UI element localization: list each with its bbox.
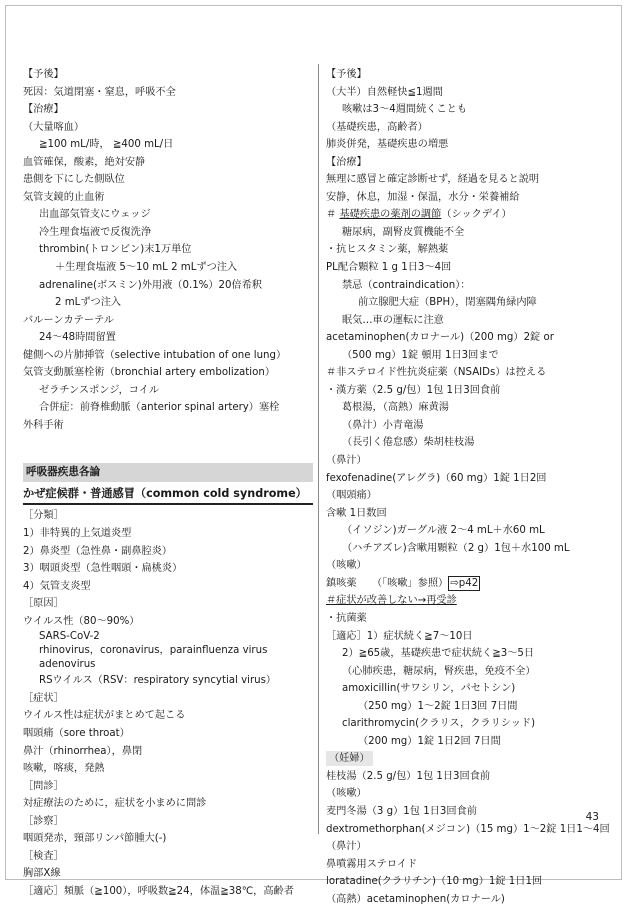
test-label: ［検査］ xyxy=(23,850,64,862)
pregnant-line xyxy=(326,750,606,768)
antitussive-text: 鎮咳薬 （「咳嗽」参照） xyxy=(326,577,449,589)
pregnant-nasal-label: （鼻汁） xyxy=(326,841,367,853)
virus-text: ウイルス性（80～90%） xyxy=(23,615,140,627)
pneumonia-text: 肺炎併発，基礎疾患の増悪 xyxy=(326,139,449,151)
bakumon-text: 麦門冬湯（3 g）1包 1日3回食前 xyxy=(326,805,477,817)
classification-label: ［分類］ xyxy=(23,510,64,522)
nasal-label: （鼻汁） xyxy=(326,455,367,467)
exam-text: 咽頭発赤，頸部リンパ節腫大(-) xyxy=(23,833,167,845)
test-indication-text: ［適応］頻脈（≧100），呼吸数≧24，体温≧38℃，高齢者 xyxy=(23,885,294,897)
sickday-prefix: ＃ xyxy=(326,209,340,221)
thrombin-mix-text: ＋生理食塩液 5～10 mL 2 mLずつ注入 xyxy=(55,262,238,274)
xray-text: 胸部X線 xyxy=(23,868,61,880)
antibiotic-text: ・抗菌薬 xyxy=(326,612,367,624)
pregnant-fever-text: （高熱）acetaminophen(カロナール) xyxy=(326,893,505,905)
page-number: 43 xyxy=(585,811,599,823)
selective-intubation-text: 健側への片肺挿管（selective intubation of one lung） xyxy=(23,349,287,361)
massive-hemoptysis-label: （大量喀血） xyxy=(23,121,85,133)
bronchoscopy-text: 気管支鏡的止血術 xyxy=(23,191,105,203)
adrenaline-dose-text: 2 mLずつ注入 xyxy=(55,297,122,309)
saiko-text: （長引く倦怠感）柴胡桂枝湯 xyxy=(342,437,475,449)
saline-text: 冷生理食塩液で反復洗浄 xyxy=(39,226,152,238)
kakkon-text: 葛根湯，（高熱）麻黄湯 xyxy=(342,402,449,414)
cause-label: ［原因］ xyxy=(23,598,64,610)
cough-text: 咳嗽，喀痰，発熱 xyxy=(23,763,105,775)
section-title: 呼吸器疾患各論 xyxy=(23,463,313,482)
exam-label: ［診察］ xyxy=(23,815,64,827)
right-prognosis-heading: 【予後】 xyxy=(326,69,367,80)
clarithromycin-text: clarithromycin(クラリス，クラリシッド) xyxy=(342,718,536,730)
classification-item-2: 2）鼻炎型（急性鼻・副鼻腔炎） xyxy=(23,545,173,557)
thrombin-text: thrombin(トロンビン)末1万単位 xyxy=(39,244,192,256)
amoxicillin-dose: （250 mg）1～2錠 1日3回 7日間 xyxy=(358,700,518,712)
cough-label: （咳嗽） xyxy=(326,560,367,572)
adenovirus-text: adenovirus xyxy=(39,659,96,671)
sickday-emphasis: 基礎疾患の薬剤の調節 xyxy=(339,209,442,221)
rest-text: 安静，休息，加湿・保温，水分・栄養補給 xyxy=(326,191,520,203)
isodine-text: （イソジン)ガーグル液 2～4 mL＋水60 mL xyxy=(342,525,545,537)
drowsy-text: 眠気…車の運転に注意 xyxy=(342,314,444,326)
interview-text: 対症療法のために，症状を小まめに問診 xyxy=(23,798,207,810)
pregnant-cough-label: （咳嗽） xyxy=(326,788,367,800)
massive-criteria: ≧100 mL/時， ≧400 mL/日 xyxy=(39,139,174,151)
indication-2-detail: （心肺疾患，糖尿病，腎疾患，免疫不全） xyxy=(342,665,536,677)
rhinorrhea-text: 鼻汁（rhinorrhea），鼻閉 xyxy=(23,745,143,757)
fexofenadine-text: fexofenadine(アレグラ)（60 mg）1錠 1日2回 xyxy=(326,472,547,484)
pregnant-label: （妊婦） xyxy=(326,751,373,766)
column-divider xyxy=(318,64,319,834)
sickday-suffix: （シックデイ） xyxy=(441,209,512,221)
left-column xyxy=(23,66,313,900)
antitussive-line xyxy=(326,575,606,593)
gelatin-text: ゼラチンスポンジ，コイル xyxy=(39,384,160,396)
classification-item-3: 3）咽頭炎型（急性咽頭・扁桃炎） xyxy=(23,563,183,575)
page-reference-link[interactable]: ⇨p42 xyxy=(450,577,479,589)
classification-item-1: 1）非特異的上気道炎型 xyxy=(23,528,132,540)
symptom-viral-text: ウイルス性は症状がまとめて起こる xyxy=(23,710,186,722)
indication-2: 2）≧65歳，基礎疾患で症状続く≧3～5日 xyxy=(342,648,535,660)
bae-text: 気管支動脈塞栓術（bronchial artery embolization） xyxy=(23,367,275,379)
clarithromycin-dose: （200 mg）1錠 1日2回 7日間 xyxy=(358,735,501,747)
gargle-text: 含嗽 1日数回 xyxy=(326,507,387,519)
surgery-text: 外科手術 xyxy=(23,419,64,431)
sars-text: SARS-CoV-2 xyxy=(39,631,100,643)
rhinovirus-text: rhinovirus，coronavirus，parainfluenza virus xyxy=(39,645,268,657)
right-treatment-heading: 【治療】 xyxy=(326,156,367,168)
pl-text: PL配合顆粒 1 g 1日3～4回 xyxy=(326,262,452,274)
sickday-line xyxy=(326,206,606,224)
symptom-label: ［症状］ xyxy=(23,692,64,704)
amoxicillin-text: amoxicillin(サワシリン，パセトシン) xyxy=(342,683,516,695)
airway-text: 血管確保，酸素，絶対安静 xyxy=(23,156,146,168)
acetaminophen-dose: （500 mg）1錠 頓用 1日3回まで xyxy=(342,349,499,361)
sore-throat-text: 咽頭痛（sore throat） xyxy=(23,727,130,739)
indication-1: ［適応］1）症状続く≧7～10日 xyxy=(326,630,473,642)
common-cold-title: かぜ症候群・普通感冒（common cold syndrome） xyxy=(23,484,313,505)
keishi-text: 桂枝湯（2.5 g/包）1包 1日3回食前 xyxy=(326,770,491,782)
sickday-detail: 糖尿病，副腎皮質機能不全 xyxy=(342,226,465,238)
dextromethorphan-text: dextromethorphan(メジコン)（15 mg）1～2錠 1日1～4回 xyxy=(326,823,610,835)
prognosis-heading: 【予後】 xyxy=(23,69,64,80)
loratadine-text: loratadine(クラリチン)（10 mg）1錠 1日1回 xyxy=(326,876,543,888)
balloon-hours-text: 24～48時間留置 xyxy=(39,332,116,344)
right-column xyxy=(326,66,610,908)
kampo-text: ・漢方薬（2.5 g/包）1包 1日3回食前 xyxy=(326,384,501,396)
throat-label: （咽頭痛） xyxy=(326,490,377,502)
acetaminophen-text: acetaminophen(カロナール)（200 mg）2錠 or xyxy=(326,332,554,344)
classification-item-4: 4）気管支炎型 xyxy=(23,580,91,592)
wedge-text: 出血部気管支にウェッジ xyxy=(39,209,151,221)
steroid-text: 鼻噴霧用ステロイド xyxy=(326,858,418,870)
majority-text: （大半）自然軽快≦1週間 xyxy=(326,86,443,98)
cough-duration-text: 咳嗽は3～4週間続くことも xyxy=(342,104,468,116)
position-text: 患側を下にした側臥位 xyxy=(23,174,125,186)
rsv-text: RSウイルス（RSV：respiratory syncytial virus） xyxy=(39,675,277,687)
antihistamine-text: ・抗ヒスタミン薬，解熱薬 xyxy=(326,244,449,256)
complication-text: 合併症：前脊椎動脈（anterior spinal artery）塞栓 xyxy=(39,402,280,414)
recheck-text: ＃症状が改善しない→再受診 xyxy=(326,595,457,607)
contraindication-text: 禁忌（contraindication）： xyxy=(342,279,471,291)
no-overtreat-text: 無理に感冒と確定診断せず，経過を見ると説明 xyxy=(326,174,540,186)
treatment-heading: 【治療】 xyxy=(23,104,64,116)
document-page xyxy=(5,5,622,905)
underlying-text: （基礎疾患，高齢者） xyxy=(326,121,428,133)
prognosis-text: 死因：気道閉塞・窒息，呼吸不全 xyxy=(23,86,176,98)
bph-text: 前立腺肥大症（BPH），閉塞隅角緑内障 xyxy=(358,297,537,309)
nsaids-text: ＃非ステロイド性抗炎症薬（NSAIDs）は控える xyxy=(326,367,547,379)
hachiazure-text: （ハチアズレ)含嗽用顆粒（2 g）1包＋水100 mL xyxy=(342,542,570,554)
interview-label: ［問診］ xyxy=(23,780,64,792)
adrenaline-text: adrenaline(ボスミン)外用液（0.1%）20倍希釈 xyxy=(39,279,263,291)
shoseiryu-text: （鼻汁）小青竜湯 xyxy=(342,419,424,431)
balloon-text: バルーンカテーテル xyxy=(23,314,114,326)
